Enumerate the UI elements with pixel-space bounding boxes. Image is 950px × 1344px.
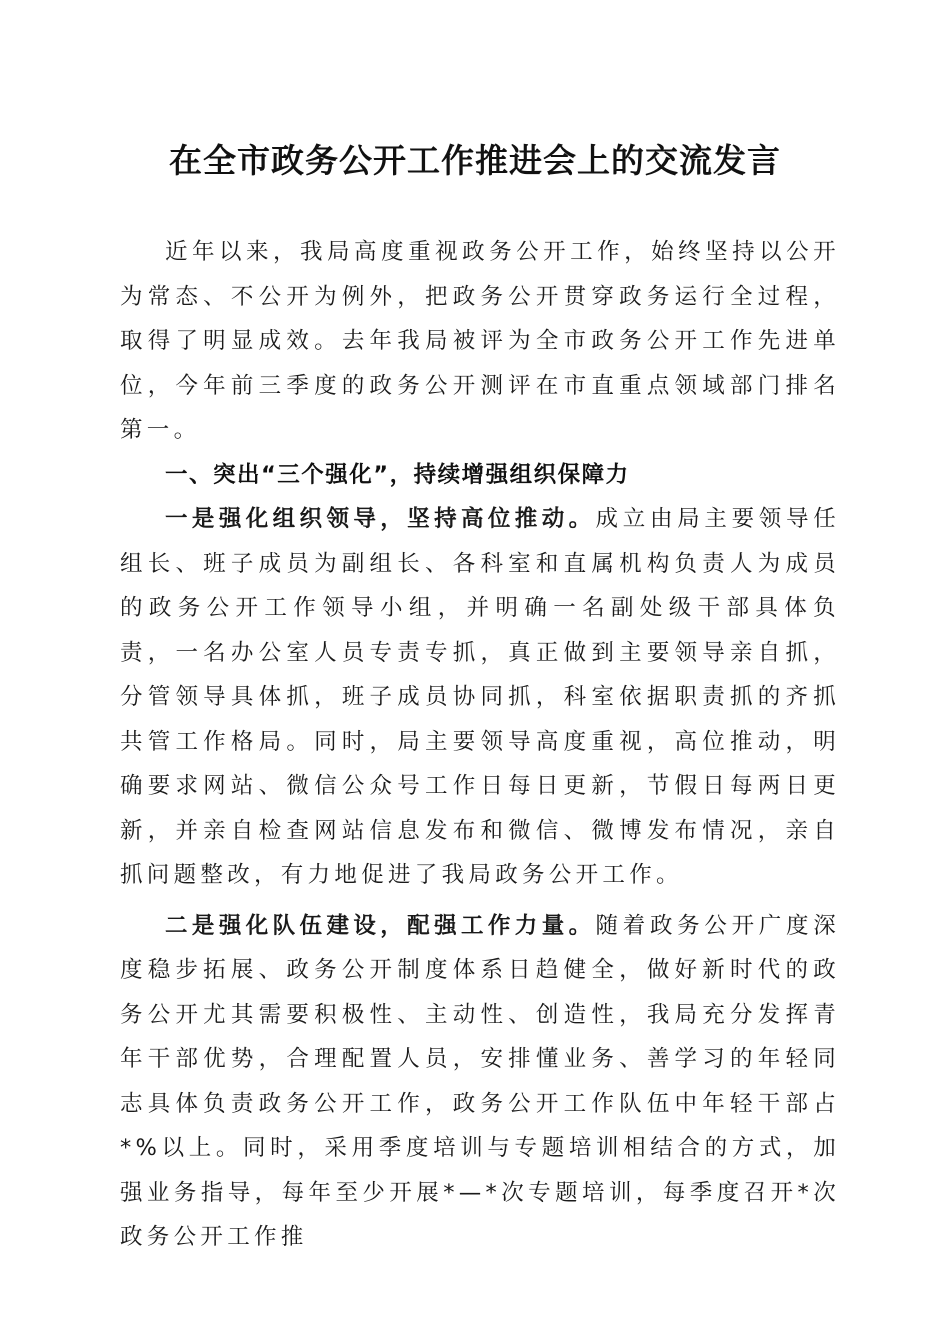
body-paragraph-2 (120, 904, 840, 1260)
paragraph-text: 成立由局主要领导任组长、班子成员为副组长、各科室和直属机构负责人为成员的政务公开工作领导小组，并明确一名副处级干部具体负责，一名办公室人员专责专抓，真正做到主要领导亲自抓，分管领导具体抓，班子成员协同抓，科室依据职责抓的齐抓共管工作格局。同时，局主要领导高度重视，高位推动，明确要求网站、微信公众号工作日每日更新，节假日每两日更新，并亲自检查网站信息发布和微信、微博发布情况，亲自抓问题整改，有力地促进了我局政务公开工作。 (120, 506, 840, 888)
paragraph-lead: 一是强化组织领导，坚持高位推动。 (165, 506, 596, 532)
document-title: 在全市政务公开工作推进会上的交流发言 (169, 141, 781, 180)
intro-paragraph: 近年以来，我局高度重视政务公开工作，始终坚持以公开为常态、不公开为例外，把政务公开贯穿政务运行全过程，取得了明显成效。去年我局被评为全市政务公开工作先进单位，今年前三季度的政务公开测评在市直重点领域部门排名第一。 (120, 239, 840, 443)
section-heading: 一、突出“三个强化”，持续增强组织保障力 (165, 461, 630, 488)
paragraph-text: 随着政务公开广度深度稳步拓展、政务公开制度体系日趋健全，做好新时代的政务公开尤其需要积极性、主动性、创造性，我局充分发挥青年干部优势，合理配置人员，安排懂业务、善学习的年轻同志具体负责政务公开工作，政务公开工作队伍中年轻干部占*%以上。同时，采用季度培训与专题培训相结合的方式，加强业务指导，每年至少开展*—*次专题培训，每季度召开*次政务公开工作推 (120, 912, 840, 1250)
paragraph-lead: 二是强化队伍建设，配强工作力量。 (165, 912, 596, 939)
document-body (120, 230, 840, 1260)
body-paragraph-1 (120, 497, 840, 898)
